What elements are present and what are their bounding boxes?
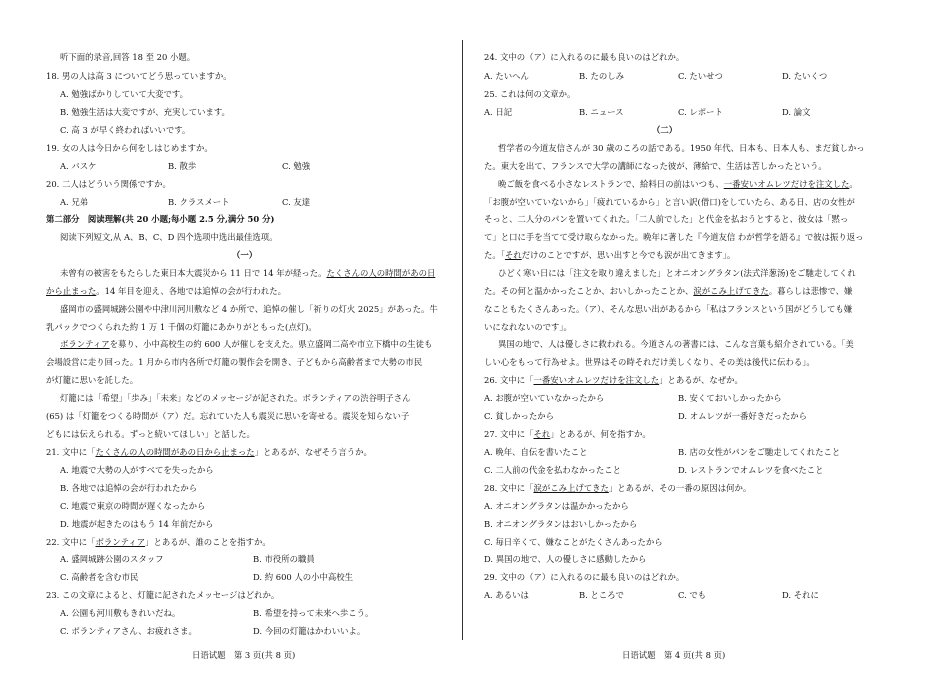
q21-option-d: D. 地震が起きたのはもう 14 年前だから	[60, 519, 214, 529]
q25-option-b: B. ニュース	[579, 107, 624, 117]
q25-option-c: C. レポート	[678, 107, 723, 117]
underlined-phrase: から止まった	[46, 286, 97, 296]
q26-option-d: D. オムレツが一番好きだったから	[678, 411, 807, 421]
q19-stem: 19. 女の人は今日から何をしはじめますか。	[46, 143, 213, 153]
q20-option-a: A. 兄弟	[60, 197, 89, 207]
q19-option-b: B. 散歩	[168, 161, 197, 171]
q22-option-b: B. 市役所の職員	[253, 554, 315, 564]
q18-option-b: B. 勉強生活は大変ですが、充実しています。	[60, 107, 230, 117]
q23-option-a: A. 公園も河川敷もきれいだね。	[60, 608, 181, 618]
passage1-line: 乳パックでつくられた約 1 万 1 千個の灯籠にあかりがともった(点灯)。	[46, 322, 317, 332]
q19-option-c: C. 勉強	[282, 161, 311, 171]
underlined-phrase: 涙がこみ上げてきた	[693, 286, 769, 296]
q20-option-b: B. クラスメート	[168, 197, 230, 207]
q29-option-c: C. でも	[678, 590, 707, 600]
q22-option-c: C. 高齢者を含む市民	[60, 572, 139, 582]
q24-option-d: D. たいくつ	[782, 71, 828, 81]
passage1-line: から止まった。14 年目を迎え、各地では追悼の会が行われた。	[46, 286, 286, 296]
passage2-line: て」と口に手を当てて受け取らなかった。晩年に著した『今道友信 わが哲学を語る』で彼は振り返っ	[484, 232, 864, 242]
passage1-line: 灯籠には「希望」「歩み」「未来」などのメッセージが記された。ボランティアの渋谷明子さん	[60, 393, 411, 403]
q28-option-d: D. 異国の地で、人の優しさに感動したから	[484, 554, 647, 564]
q26-option-c: C. 貧しかったから	[484, 411, 555, 421]
passage1-line: ボランティアを募り、小中高校生の約 600 人が催しを支えた。県立盛岡二高や市立下橋中の生徒も	[60, 339, 433, 349]
q28-option-c: C. 毎日辛くて、嫌なことがたくさんあったから	[484, 537, 663, 547]
q26-option-a: A. お腹が空いていなかったから	[484, 393, 605, 403]
passage2-line: いになれないのです」。	[484, 322, 572, 332]
passage2-line: なこともたくさんあった。（ア）、そんな思い出があるから「私はフランスという国がどうしても嫌	[484, 304, 853, 314]
underlined-phrase: 一番安いオムレツだけを注文した	[723, 179, 850, 189]
q24-option-a: A. たいへん	[484, 71, 529, 81]
page-3	[0, 0, 462, 688]
underlined-phrase: たくさんの人の時間があの日	[326, 268, 436, 278]
passage2-line: た。その何と温かかったことか、おいしかったことか、涙がこみ上げてきた。暮らしは悲惨で、嫌	[484, 286, 853, 296]
q19-option-a: A. バスケ	[60, 161, 97, 171]
part2-instruction: 阅读下列短文,从 A、B、C、D 四个选项中选出最佳选项。	[60, 232, 278, 242]
q20-option-c: C. 友達	[282, 197, 311, 207]
q27-option-a: A. 晩年、自伝を書いたこと	[484, 447, 588, 457]
q27-option-c: C. 二人前の代金を払わなかったこと	[484, 465, 622, 475]
section-heading-2: （二）	[652, 125, 678, 135]
q27-option-b: B. 店の女性がパンをご馳走してくれたこと	[678, 447, 841, 457]
passage1-line: 盛岡市の盛岡城跡公園や中津川河川敷など 4 か所で、追悼の催し「祈りの灯火 2025」があった。牛	[60, 304, 438, 314]
q28-option-a: A. オニオングラタンは温かかったから	[484, 501, 629, 511]
q28-option-b: B. オニオングラタンはおいしかったから	[484, 519, 638, 529]
q24-stem: 24. 文中の（ア）に入れるのに最も良いのはどれか。	[484, 52, 685, 62]
passage1-line: が灯籠に思いを託した。	[46, 375, 139, 385]
underlined-phrase: ボランティア	[60, 339, 110, 349]
page-footer: 日语试题 第 4 页(共 8 页)	[622, 650, 726, 660]
q25-option-d: D. 論文	[782, 107, 811, 117]
q21-stem: 21. 文中に「たくさんの人の時間があの日から止まった」とあるが、なぜそう言うか。	[46, 447, 372, 457]
q28-stem: 28. 文中に「涙がこみ上げてきた」とあるが、その一番の原因は何か。	[484, 483, 752, 493]
page-footer: 日语试题 第 3 页(共 8 页)	[192, 650, 296, 660]
passage2-line: 哲学者の今道友信さんが 30 歳のころの話である。1950 年代、日本も、日本人も、まだ貧しかっ	[498, 143, 865, 153]
q29-option-b: B. ところで	[579, 590, 624, 600]
q18-stem: 18. 男の人は高 3 についてどう思っていますか。	[46, 71, 232, 81]
q23-stem: 23. この文章によると、灯籠に記されたメッセージはどれか。	[46, 590, 280, 600]
passage2-line: た。「それだけのことですが、思い出すと今でも涙が出てきます」。	[484, 250, 736, 260]
q21-option-c: C. 地震で東京の時間が遅くなったから	[60, 501, 206, 511]
passage2-line: 晩ご飯を食べる小さなレストランで、給料日の前はいつも、一番安いオムレツだけを注文した。	[498, 179, 858, 189]
listening-instruction: 听下面的录音,回答 18 至 20 小题。	[60, 52, 196, 62]
q24-option-c: C. たいせつ	[678, 71, 723, 81]
section-heading-1: （一）	[232, 250, 258, 260]
q29-option-a: A. あるいは	[484, 590, 529, 600]
passage2-line: ひどく寒い日には「注文を取り違えました」とオニオングラタン(法式洋葱汤)をご馳走してくれ	[498, 268, 856, 278]
q21-option-a: A. 地震で大勢の人がすべてを失ったから	[60, 465, 214, 475]
q26-option-b: B. 安くておいしかったから	[678, 393, 782, 403]
q22-option-d: D. 約 600 人の小中高校生	[253, 572, 354, 582]
passage2-line: た。東大を出て、フランスで大学の講師になった彼が、薄給で、生活は苦しかったという。	[484, 161, 827, 171]
passage1-line: 会場設営に走り回った。1 月から市内各所で灯籠の製作会を開き、子どもから高齢者まで大勢の市民	[46, 357, 423, 367]
passage2-line: しい心をもって行為せよ。世界はその時それだけ美しくなり、その美は後代に伝わる」。	[484, 357, 815, 367]
q18-option-c: C. 高 3 が早く終わればいいです。	[60, 125, 191, 135]
q20-stem: 20. 二人はどういう関係ですか。	[46, 179, 171, 189]
q21-option-b: B. 各地では追悼の会が行われたから	[60, 483, 198, 493]
q27-option-d: D. レストランでオムレツを食べたこと	[678, 465, 824, 475]
q24-option-b: B. たのしみ	[579, 71, 624, 81]
q25-stem: 25. これは何の文章か。	[484, 89, 576, 99]
q18-option-a: A. 勉強ばかりしていて大変です。	[60, 89, 188, 99]
page-4	[462, 0, 950, 688]
passage2-line: 「お腹が空いていないから」「疲れているから」と言い訳(借口)をしていたら、ある日、店の女性が	[484, 197, 855, 207]
passage1-line: どもには伝えられる。ずっと続いてほしい」と話した。	[46, 429, 255, 439]
q23-option-b: B. 希望を持って未来へ歩こう。	[253, 608, 374, 618]
q22-stem: 22. 文中に「ボランティア」とあるが、誰のことを指すか。	[46, 537, 271, 547]
passage2-line: 異国の地で、人は優しさに救われる。今道さんの著書には、こんな言葉も紹介されている。「美	[498, 339, 854, 349]
passage2-line: そっと、二人分のパンを置いてくれた。「二人前でした」と代金を払おうとすると、彼女は「黙っ	[484, 214, 849, 224]
passage1-line: 未曾有の被害をもたらした東日本大震災から 11 日で 14 年が経った。たくさんの人の時間があの日	[60, 268, 436, 278]
q23-option-d: D. 今回の灯籠はかわいいよ。	[253, 626, 366, 636]
q22-option-a: A. 盛岡城跡公園のスタッフ	[60, 554, 164, 564]
q29-option-d: D. それに	[782, 590, 819, 600]
q23-option-c: C. ボランティアさん、お疲れさま。	[60, 626, 197, 636]
q26-stem: 26. 文中に「一番安いオムレツだけを注文した」とあるが、なぜか。	[484, 375, 743, 385]
q27-stem: 27. 文中に「それ」とあるが、何を指すか。	[484, 429, 651, 439]
underlined-phrase: それ	[504, 250, 522, 260]
passage1-line: (65) は「灯籠をつくる時間が（ア）だ。忘れていた人も震災に思いを寄せる。震災を知らない子	[46, 411, 410, 421]
q25-option-a: A. 日記	[484, 107, 513, 117]
q29-stem: 29. 文中の（ア）に入れるのに最も良いのはどれか。	[484, 572, 685, 582]
part2-title: 第二部分 阅读理解(共 20 小题;每小题 2.5 分,满分 50 分)	[46, 214, 275, 224]
